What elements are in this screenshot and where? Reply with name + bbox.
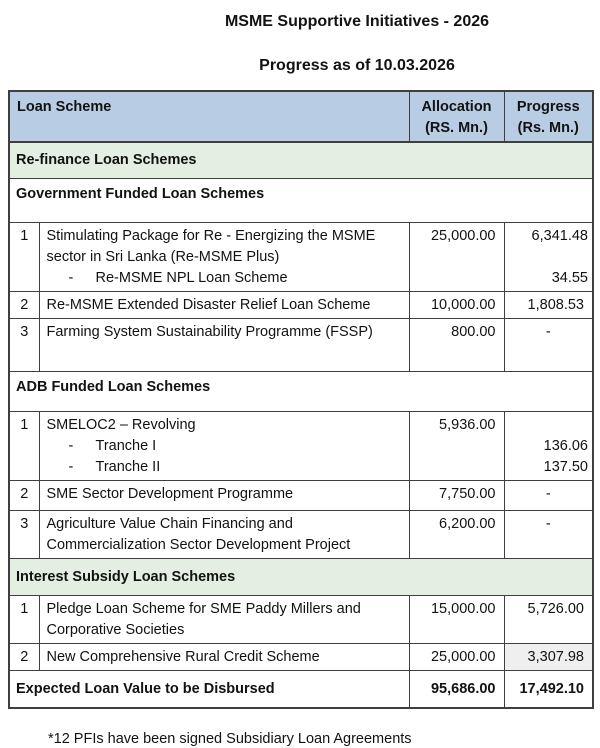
row-number: 3 [9,510,39,558]
allocation-cell: 5,936.00 [409,411,504,480]
progress-cell: - [504,480,593,510]
row-number: 1 [9,595,39,643]
scheme-cell: Re-MSME Extended Disaster Relief Loan Scheme [39,291,409,318]
table-row-gov-1 [9,222,593,291]
scheme-sub-item: - Tranche I [47,436,405,457]
allocation-cell: 6,200.00 [409,510,504,558]
table-row-gov-2 [9,291,593,318]
footnote: *12 PFIs have been signed Subsidiary Loan Agreements [48,731,412,747]
row-number: 2 [9,480,39,510]
progress-cell: - [504,510,593,558]
section-row-refinance [9,142,593,178]
dash-bullet: - [68,458,74,475]
scheme-cell: Stimulating Package for Re - Energizing the MSME sector in Sri Lanka (Re-MSME Plus) - Re-MSME NPL Loan Scheme [39,222,409,291]
section-row-government [9,178,593,222]
total-row [9,670,593,708]
table-row-subsidy-2 [9,643,593,670]
section-label-adb: ADB Funded Loan Schemes [9,371,593,411]
row-number: 1 [9,222,39,291]
table-row-adb-2 [9,480,593,510]
table-row-adb-3 [9,510,593,558]
dash-bullet: - [68,269,74,286]
progress-cell: - [504,318,593,371]
page-subtitle: Progress as of 10.03.2026 [259,57,455,74]
progress-cell: 5,726.00 [504,595,593,643]
allocation-cell: 25,000.00 [409,222,504,291]
table-row-adb-1 [9,411,593,480]
column-header-loan-scheme: Loan Scheme [9,91,409,142]
row-number: 1 [9,411,39,480]
total-progress: 17,492.10 [504,670,593,708]
scheme-sub-item: - Tranche II [47,457,405,478]
table-header-row [9,91,593,142]
row-number: 2 [9,643,39,670]
page-title: MSME Supportive Initiatives - 2026 [224,13,490,30]
progress-cell: 1,808.53 [504,291,593,318]
section-row-subsidy [9,558,593,595]
allocation-cell: 800.00 [409,318,504,371]
row-number: 3 [9,318,39,371]
scheme-cell: SMELOC2 – Revolving - Tranche I - Tranche II [39,411,409,480]
column-header-allocation: Allocation (RS. Mn.) [409,91,504,142]
allocation-cell: 15,000.00 [409,595,504,643]
loan-scheme-table [8,90,594,709]
scheme-cell: New Comprehensive Rural Credit Scheme [39,643,409,670]
scheme-cell: Farming System Sustainability Programme (FSSP) [39,318,409,371]
section-label-government: Government Funded Loan Schemes [9,178,593,222]
table-row-gov-3 [9,318,593,371]
allocation-cell: 7,750.00 [409,480,504,510]
table-row-subsidy-1 [9,595,593,643]
total-label: Expected Loan Value to be Disbursed [9,670,409,708]
section-label-refinance: Re-finance Loan Schemes [9,142,593,178]
progress-cell: 6,341.48 34.55 [504,222,593,291]
dash-bullet: - [68,437,74,454]
allocation-cell: 10,000.00 [409,291,504,318]
total-allocation: 95,686.00 [409,670,504,708]
scheme-cell: Pledge Loan Scheme for SME Paddy Millers and Corporative Societies [39,595,409,643]
progress-cell: 136.06 137.50 [504,411,593,480]
loan-scheme-table-container [8,90,592,709]
allocation-cell: 25,000.00 [409,643,504,670]
scheme-sub-item: - Re-MSME NPL Loan Scheme [47,268,405,289]
scheme-cell: Agriculture Value Chain Financing and Commercialization Sector Development Project [39,510,409,558]
row-number: 2 [9,291,39,318]
column-header-progress: Progress (Rs. Mn.) [504,91,593,142]
scheme-cell: SME Sector Development Programme [39,480,409,510]
section-row-adb [9,371,593,411]
section-label-subsidy: Interest Subsidy Loan Schemes [9,558,593,595]
document-heading [0,12,600,76]
progress-cell-highlighted: 3,307.98 [504,643,593,670]
